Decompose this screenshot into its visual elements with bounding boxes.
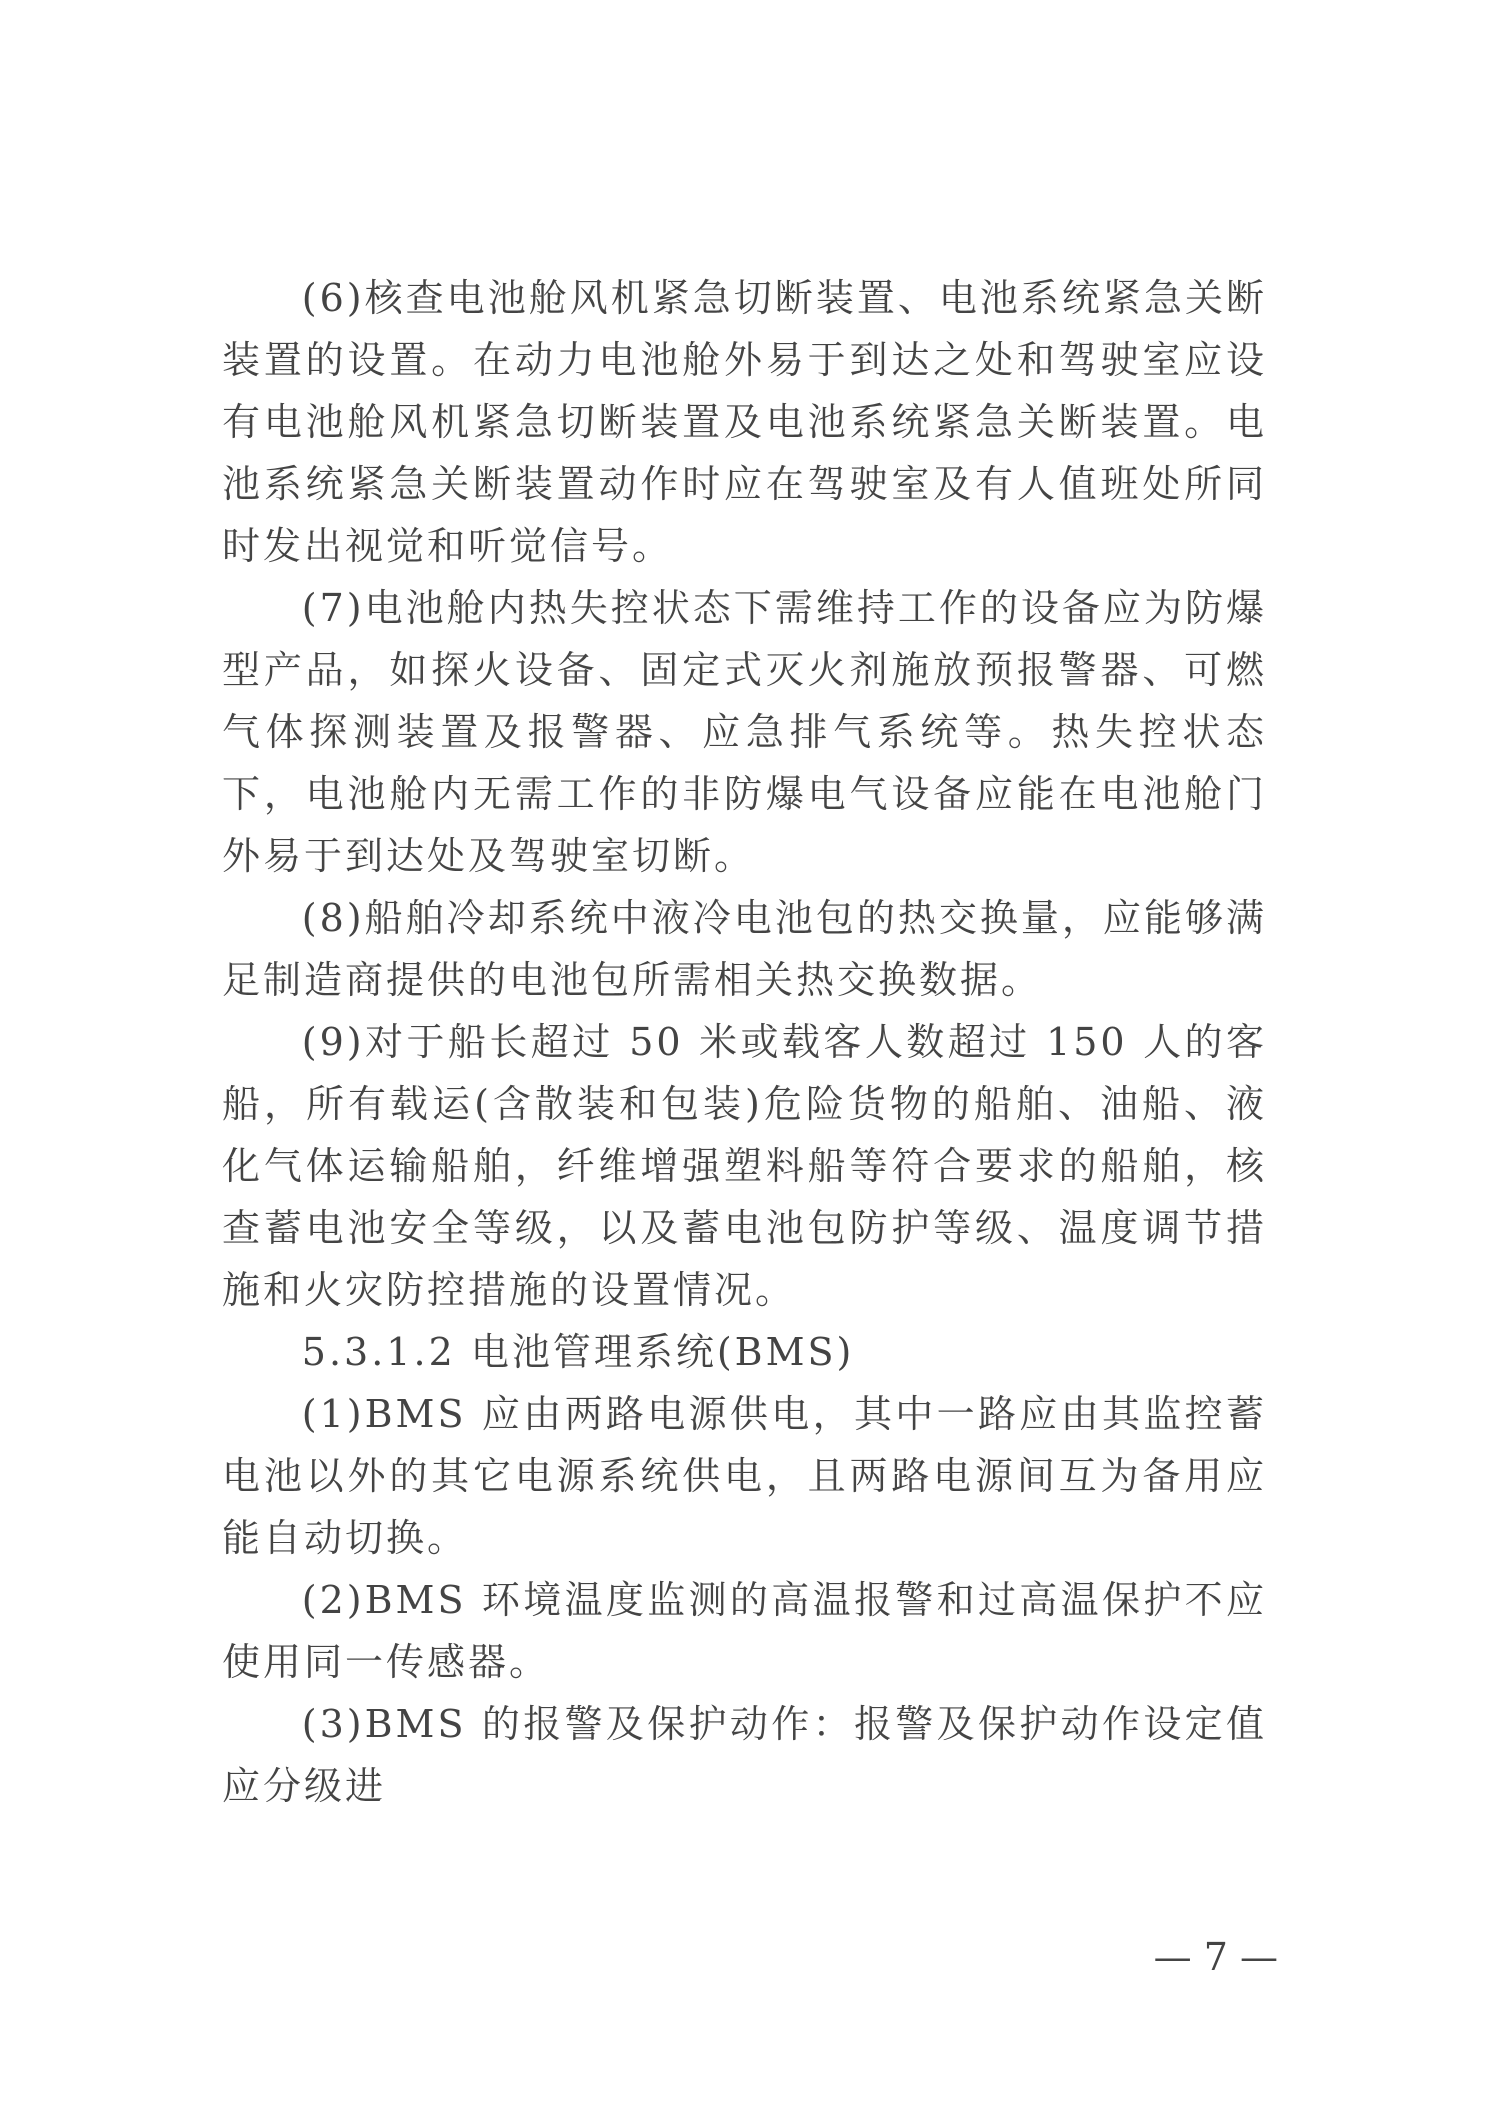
paragraph-bms-1-power-supply: (1)BMS 应由两路电源供电，其中一路应由其监控蓄电池以外的其它电源系统供电，且两路电源间互为备用应能自动切换。 (222, 1392, 1267, 1560)
paragraph-bms-3-alarm-protection: (3)BMS 的报警及保护动作：报警及保护动作设定值应分级进 (222, 1702, 1267, 1808)
paragraph-6-emergency-shutdown: (6)核查电池舱风机紧急切断装置、电池系统紧急关断装置的设置。在动力电池舱外易于到达之处和驾驶室应设有电池舱风机紧急切断装置及电池系统紧急关断装置。电池系统紧急关断装置动作时应在驾驶室及有人值班处所同时发出视觉和听觉信号。 (222, 276, 1267, 568)
section-heading-bms: 5.3.1.2 电池管理系统(BMS) (301, 1330, 855, 1374)
page-number: — 7 — (1153, 1935, 1278, 1979)
paragraph-9-safety-level: (9)对于船长超过 50 米或载客人数超过 150 人的客船，所有载运(含散装和包装)危险货物的船舶、油船、液化气体运输船舶，纤维增强塑料船等符合要求的船舶，核查蓄电池安全等级，以及蓄电池包防护等级、温度调节措施和火灾防控措施的设置情况。 (222, 1020, 1267, 1312)
paragraph-7-explosion-proof-equipment: (7)电池舱内热失控状态下需维持工作的设备应为防爆型产品，如探火设备、固定式灭火剂施放预报警器、可燃气体探测装置及报警器、应急排气系统等。热失控状态下，电池舱内无需工作的非防爆电气设备应能在电池舱门外易于到达处及驾驶室切断。 (222, 586, 1267, 878)
paragraph-bms-2-temperature-sensor: (2)BMS 环境温度监测的高温报警和过高温保护不应使用同一传感器。 (222, 1578, 1267, 1684)
document-body (222, 267, 1267, 1817)
paragraph-8-heat-exchange: (8)船舶冷却系统中液冷电池包的热交换量，应能够满足制造商提供的电池包所需相关热交换数据。 (222, 896, 1267, 1002)
